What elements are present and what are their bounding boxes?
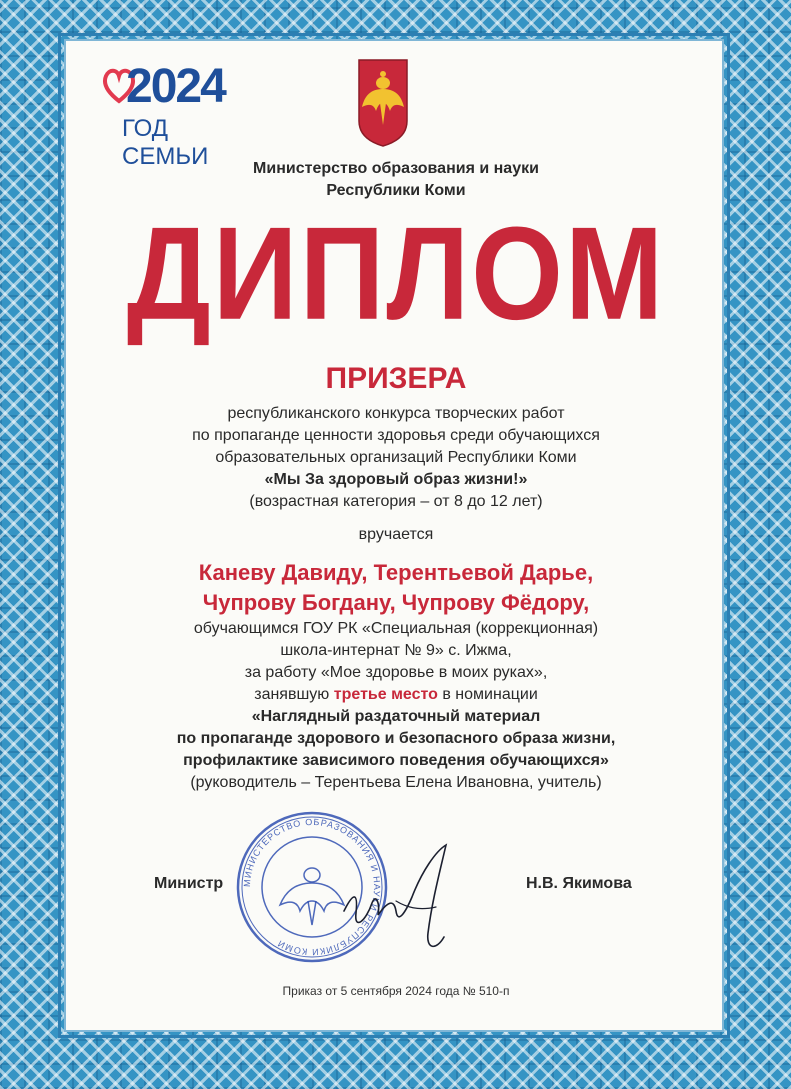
place-value: третье место bbox=[333, 686, 438, 703]
diploma-subtitle: ПРИЗЕРА bbox=[325, 362, 467, 395]
contest-line-1: республиканского конкурса творческих работ bbox=[227, 405, 565, 422]
order-reference: Приказ от 5 сентября 2024 года № 510-п bbox=[282, 984, 510, 998]
ministry-line-2: Республики Коми bbox=[326, 182, 466, 199]
nomination-line-3: профилактике зависимого поведения обучающихся» bbox=[183, 752, 609, 769]
place-line bbox=[66, 684, 726, 706]
supervisor: (руководитель – Терентьева Елена Ивановна, учитель) bbox=[190, 774, 602, 791]
contest-name: «Мы За здоровый образ жизни!» bbox=[264, 471, 528, 488]
minister-label: Министр bbox=[154, 875, 224, 892]
school-line-2: школа-интернат № 9» с. Ижма, bbox=[280, 642, 512, 659]
diploma-panel bbox=[64, 39, 724, 1032]
logo-year: 2024 bbox=[126, 60, 225, 113]
contest-line-3: образовательных организаций Республики Коми bbox=[215, 449, 577, 466]
nomination-line-1: «Наглядный раздаточный материал bbox=[251, 708, 541, 725]
work-title: за работу «Мое здоровье в моих руках», bbox=[244, 664, 548, 681]
place-prefix: занявшую bbox=[254, 686, 330, 703]
handwritten-signature-icon bbox=[336, 841, 466, 961]
contest-line-2: по пропаганде ценности здоровья среди обучающихся bbox=[192, 427, 600, 444]
age-category: (возрастная категория – от 8 до 12 лет) bbox=[249, 493, 543, 510]
ministry-header bbox=[66, 158, 726, 202]
logo-tagline: ГОД СЕМЬИ bbox=[122, 115, 209, 170]
awarded-label: вручается bbox=[358, 526, 434, 543]
komi-coat-of-arms-icon bbox=[358, 59, 408, 147]
year-of-family-logo bbox=[102, 59, 232, 170]
seal-text: МИНИСТЕРСТВО ОБРАЗОВАНИЯ И НАУКИ РЕСПУБЛИКИ КОМИ bbox=[241, 816, 383, 958]
recipients-line-1: Каневу Давиду, Терентьевой Дарье, bbox=[198, 560, 594, 585]
place-suffix: в номинации bbox=[442, 686, 538, 703]
nomination-line-2: по пропаганде здорового и безопасного образа жизни, bbox=[176, 730, 616, 747]
ministry-line-1: Министерство образования и науки bbox=[253, 160, 539, 177]
recipients-line-2: Чупрову Богдану, Чупрову Фёдору, bbox=[202, 590, 590, 615]
school-line-1: обучающимся ГОУ РК «Специальная (коррекционная) bbox=[193, 620, 599, 637]
minister-name: Н.В. Якимова bbox=[526, 875, 632, 892]
diploma-title: ДИПЛОМ bbox=[126, 200, 666, 348]
diploma-body bbox=[66, 403, 726, 794]
